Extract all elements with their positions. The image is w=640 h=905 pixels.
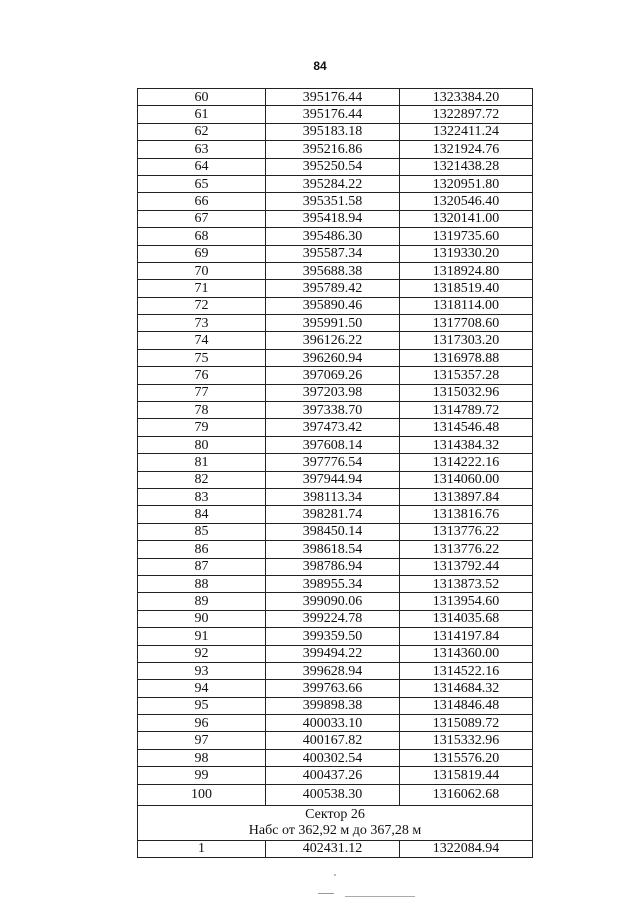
table-row (138, 645, 533, 662)
point-number-cell: 60 (138, 89, 266, 106)
y-coordinate-cell: 1314197.84 (400, 628, 533, 645)
table-row (138, 697, 533, 714)
table-row (138, 784, 533, 805)
point-number-cell: 95 (138, 697, 266, 714)
sector-section (138, 805, 533, 840)
table-row (138, 297, 533, 314)
x-coordinate-cell: 397944.94 (266, 471, 400, 488)
table-row (138, 488, 533, 505)
x-coordinate-cell: 395176.44 (266, 89, 400, 106)
x-coordinate-cell: 395789.42 (266, 280, 400, 297)
y-coordinate-cell: 1313792.44 (400, 558, 533, 575)
point-number-cell: 93 (138, 662, 266, 679)
x-coordinate-cell: 399628.94 (266, 662, 400, 679)
x-coordinate-cell: 400437.26 (266, 767, 400, 784)
point-number-cell: 64 (138, 158, 266, 175)
x-coordinate-cell: 395688.38 (266, 262, 400, 279)
y-coordinate-cell: 1314546.48 (400, 419, 533, 436)
x-coordinate-cell: 398786.94 (266, 558, 400, 575)
point-number-cell: 87 (138, 558, 266, 575)
x-coordinate-cell: 402431.12 (266, 840, 400, 857)
table-row (138, 840, 533, 857)
sector-subtitle: Набс от 362,92 м до 367,28 м (248, 822, 422, 838)
y-coordinate-cell: 1323384.20 (400, 89, 533, 106)
point-number-cell: 85 (138, 523, 266, 540)
y-coordinate-cell: 1316978.88 (400, 349, 533, 366)
table-row (138, 245, 533, 262)
y-coordinate-cell: 1321438.28 (400, 158, 533, 175)
table-row (138, 384, 533, 401)
point-number-cell: 79 (138, 419, 266, 436)
y-coordinate-cell: 1313954.60 (400, 593, 533, 610)
table-row (138, 767, 533, 784)
point-number-cell: 78 (138, 402, 266, 419)
table-row (138, 558, 533, 575)
x-coordinate-cell: 398113.34 (266, 488, 400, 505)
x-coordinate-cell: 400302.54 (266, 749, 400, 766)
table-row (138, 575, 533, 592)
coordinates-rows (138, 89, 533, 806)
x-coordinate-cell: 397776.54 (266, 454, 400, 471)
y-coordinate-cell: 1322411.24 (400, 123, 533, 140)
x-coordinate-cell: 399359.50 (266, 628, 400, 645)
x-coordinate-cell: 397069.26 (266, 367, 400, 384)
table-row (138, 628, 533, 645)
x-coordinate-cell: 399763.66 (266, 680, 400, 697)
table-row (138, 367, 533, 384)
y-coordinate-cell: 1322897.72 (400, 106, 533, 123)
x-coordinate-cell: 399224.78 (266, 610, 400, 627)
point-number-cell: 91 (138, 628, 266, 645)
y-coordinate-cell: 1321924.76 (400, 141, 533, 158)
y-coordinate-cell: 1315576.20 (400, 749, 533, 766)
point-number-cell: 61 (138, 106, 266, 123)
y-coordinate-cell: 1318924.80 (400, 262, 533, 279)
point-number-cell: 97 (138, 732, 266, 749)
y-coordinate-cell: 1317303.20 (400, 332, 533, 349)
table-row (138, 436, 533, 453)
table-row (138, 610, 533, 627)
x-coordinate-cell: 395176.44 (266, 106, 400, 123)
y-coordinate-cell: 1318519.40 (400, 280, 533, 297)
y-coordinate-cell: 1313873.52 (400, 575, 533, 592)
table-row (138, 680, 533, 697)
x-coordinate-cell: 399898.38 (266, 697, 400, 714)
table-row (138, 506, 533, 523)
y-coordinate-cell: 1315089.72 (400, 715, 533, 732)
y-coordinate-cell: 1322084.94 (400, 840, 533, 857)
table-row (138, 749, 533, 766)
point-number-cell: 69 (138, 245, 266, 262)
table-row (138, 228, 533, 245)
x-coordinate-cell: 397203.98 (266, 384, 400, 401)
y-coordinate-cell: 1319735.60 (400, 228, 533, 245)
y-coordinate-cell: 1315357.28 (400, 367, 533, 384)
x-coordinate-cell: 400033.10 (266, 715, 400, 732)
y-coordinate-cell: 1320141.00 (400, 210, 533, 227)
y-coordinate-cell: 1315332.96 (400, 732, 533, 749)
table-row (138, 175, 533, 192)
point-number-cell: 84 (138, 506, 266, 523)
sector-header (138, 805, 533, 840)
point-number-cell: 90 (138, 610, 266, 627)
point-number-cell: 71 (138, 280, 266, 297)
point-number-cell: 76 (138, 367, 266, 384)
x-coordinate-cell: 395351.58 (266, 193, 400, 210)
y-coordinate-cell: 1313776.22 (400, 541, 533, 558)
scan-speck (334, 874, 336, 876)
table-row (138, 523, 533, 540)
table-row (138, 662, 533, 679)
y-coordinate-cell: 1314522.16 (400, 662, 533, 679)
point-number-cell: 100 (138, 784, 266, 805)
y-coordinate-cell: 1318114.00 (400, 297, 533, 314)
x-coordinate-cell: 395418.94 (266, 210, 400, 227)
point-number-cell: 82 (138, 471, 266, 488)
scan-mark (345, 896, 415, 897)
x-coordinate-cell: 396126.22 (266, 332, 400, 349)
x-coordinate-cell: 397608.14 (266, 436, 400, 453)
point-number-cell: 96 (138, 715, 266, 732)
x-coordinate-cell: 395890.46 (266, 297, 400, 314)
table-row (138, 262, 533, 279)
table-row (138, 123, 533, 140)
x-coordinate-cell: 398955.34 (266, 575, 400, 592)
x-coordinate-cell: 396260.94 (266, 349, 400, 366)
point-number-cell: 88 (138, 575, 266, 592)
table-row (138, 541, 533, 558)
x-coordinate-cell: 395486.30 (266, 228, 400, 245)
x-coordinate-cell: 395587.34 (266, 245, 400, 262)
point-number-cell: 63 (138, 141, 266, 158)
table-row (138, 732, 533, 749)
x-coordinate-cell: 397338.70 (266, 402, 400, 419)
coordinates-table (137, 88, 533, 858)
x-coordinate-cell: 399090.06 (266, 593, 400, 610)
point-number-cell: 75 (138, 349, 266, 366)
table-row (138, 141, 533, 158)
sector-rows (138, 840, 533, 857)
point-number-cell: 98 (138, 749, 266, 766)
y-coordinate-cell: 1320951.80 (400, 175, 533, 192)
y-coordinate-cell: 1314035.68 (400, 610, 533, 627)
point-number-cell: 94 (138, 680, 266, 697)
point-number-cell: 66 (138, 193, 266, 210)
table-row (138, 89, 533, 106)
table-row (138, 349, 533, 366)
y-coordinate-cell: 1315032.96 (400, 384, 533, 401)
table-row (138, 471, 533, 488)
x-coordinate-cell: 398281.74 (266, 506, 400, 523)
y-coordinate-cell: 1314846.48 (400, 697, 533, 714)
point-number-cell: 89 (138, 593, 266, 610)
y-coordinate-cell: 1319330.20 (400, 245, 533, 262)
x-coordinate-cell: 400538.30 (266, 784, 400, 805)
y-coordinate-cell: 1315819.44 (400, 767, 533, 784)
x-coordinate-cell: 395216.86 (266, 141, 400, 158)
table-row (138, 419, 533, 436)
table-row (138, 158, 533, 175)
y-coordinate-cell: 1314360.00 (400, 645, 533, 662)
table-row (138, 280, 533, 297)
x-coordinate-cell: 395284.22 (266, 175, 400, 192)
x-coordinate-cell: 398618.54 (266, 541, 400, 558)
y-coordinate-cell: 1314789.72 (400, 402, 533, 419)
table-row (138, 106, 533, 123)
point-number-cell: 65 (138, 175, 266, 192)
x-coordinate-cell: 399494.22 (266, 645, 400, 662)
point-number-cell: 74 (138, 332, 266, 349)
point-number-cell: 77 (138, 384, 266, 401)
y-coordinate-cell: 1314060.00 (400, 471, 533, 488)
y-coordinate-cell: 1314684.32 (400, 680, 533, 697)
page-number: 84 (313, 59, 327, 73)
y-coordinate-cell: 1314222.16 (400, 454, 533, 471)
y-coordinate-cell: 1313776.22 (400, 523, 533, 540)
x-coordinate-cell: 395183.18 (266, 123, 400, 140)
table-row (138, 593, 533, 610)
point-number-cell: 81 (138, 454, 266, 471)
point-number-cell: 72 (138, 297, 266, 314)
point-number-cell: 83 (138, 488, 266, 505)
table-row (138, 715, 533, 732)
sector-title: Сектор 26 (305, 806, 365, 822)
point-number-cell: 80 (138, 436, 266, 453)
point-number-cell: 68 (138, 228, 266, 245)
x-coordinate-cell: 398450.14 (266, 523, 400, 540)
scan-mark (318, 893, 334, 894)
table-row (138, 454, 533, 471)
x-coordinate-cell: 395250.54 (266, 158, 400, 175)
y-coordinate-cell: 1313897.84 (400, 488, 533, 505)
point-number-cell: 62 (138, 123, 266, 140)
y-coordinate-cell: 1320546.40 (400, 193, 533, 210)
x-coordinate-cell: 395991.50 (266, 315, 400, 332)
x-coordinate-cell: 397473.42 (266, 419, 400, 436)
table-row (138, 332, 533, 349)
point-number-cell: 70 (138, 262, 266, 279)
y-coordinate-cell: 1317708.60 (400, 315, 533, 332)
y-coordinate-cell: 1316062.68 (400, 784, 533, 805)
sector-header-row (138, 805, 533, 840)
point-number-cell: 86 (138, 541, 266, 558)
y-coordinate-cell: 1313816.76 (400, 506, 533, 523)
y-coordinate-cell: 1314384.32 (400, 436, 533, 453)
point-number-cell: 1 (138, 840, 266, 857)
point-number-cell: 99 (138, 767, 266, 784)
table-row (138, 210, 533, 227)
point-number-cell: 73 (138, 315, 266, 332)
x-coordinate-cell: 400167.82 (266, 732, 400, 749)
point-number-cell: 67 (138, 210, 266, 227)
table-row (138, 402, 533, 419)
point-number-cell: 92 (138, 645, 266, 662)
table-row (138, 193, 533, 210)
table-row (138, 315, 533, 332)
